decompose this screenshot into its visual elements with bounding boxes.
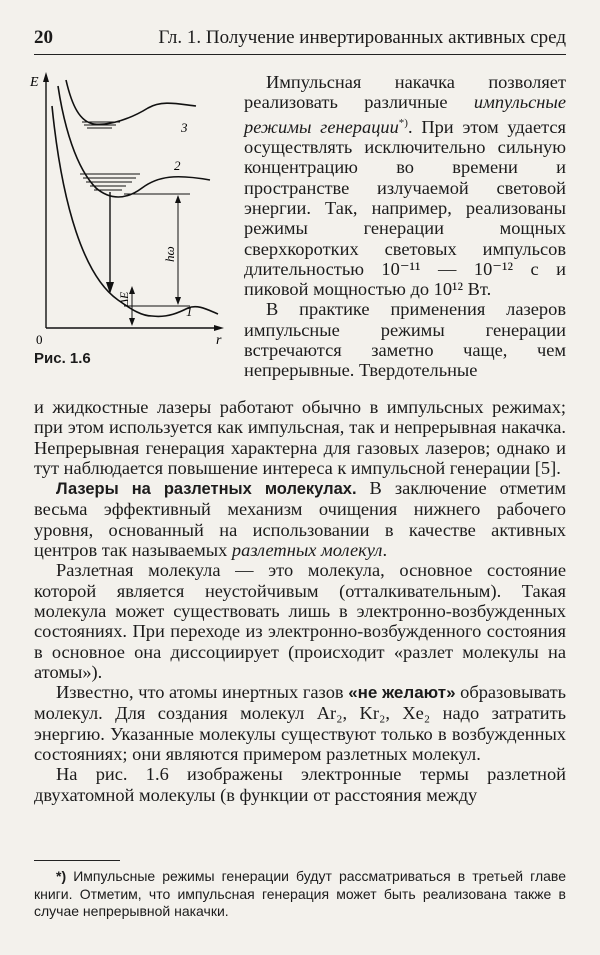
transition-arrowhead xyxy=(106,282,114,294)
p5-text-a: Известно, что атомы инертных газов xyxy=(56,682,349,703)
p1-text-italic: импульсные режимы генерации xyxy=(244,92,566,137)
running-header xyxy=(34,26,566,55)
section-run-in-heading: Лазеры на разлетных молекулах. xyxy=(56,480,357,499)
p3-text-c: . xyxy=(382,540,388,561)
origin-label: 0 xyxy=(36,332,43,347)
curve-3 xyxy=(66,80,196,124)
right-column-text xyxy=(244,72,566,381)
paragraph-dissociative xyxy=(34,478,566,560)
x-axis-arrow xyxy=(214,325,224,331)
curve-2-label: 2 xyxy=(174,158,181,173)
footnote-rule xyxy=(34,860,120,861)
footnote-ref: *) xyxy=(398,116,408,129)
hw-arrow-bottom xyxy=(175,297,181,305)
hw-arrow-top xyxy=(175,195,181,203)
p3-text-a: В заключение отметим весьма эффективный механизм очищения нижнего рабочего уровня, основанный на использовании в качестве активных центров так называемых xyxy=(34,478,566,561)
main-text xyxy=(34,397,566,805)
delta-e-label: ΔE xyxy=(117,291,131,306)
p1-text-a: Импульсная накачка позволяет реализовать различные xyxy=(244,72,566,113)
curve-1-label: 1 xyxy=(186,304,193,319)
paragraph-definition: Разлетная молекула — это молекула, основное состояние которой является неустойчивым (отталкивательным). Такая молекула может существовать лишь в электронно-возбужденных состояниях. При переходе из электронно-возбужденного состояния в основное она диссоциирует (происходит «разлет молекулы на атомы»). xyxy=(34,560,566,682)
axis-y-label: E xyxy=(30,75,39,90)
p5-text-c: образовывать молекул. Для создания молекул Ar₂, Kr₂, Xe₂ надо затратить энергию. Указанные молекулы существуют только в возбужденных состояниях; они являются примером разлетных молекул. xyxy=(34,682,567,765)
potential-curves-diagram xyxy=(28,66,238,356)
axis-x-label: r xyxy=(216,333,222,348)
p3-text-italic: разлетных молекул xyxy=(231,540,383,561)
page-number: 20 xyxy=(34,27,53,48)
curve-2 xyxy=(58,86,210,197)
hw-label: hω xyxy=(162,246,177,262)
delta-e-arrow-bottom xyxy=(129,318,135,326)
paragraph-practice-cont: и жидкостные лазеры работают обычно в импульсных режимах; при этом используется как импульсная, так и непрерывная накачка. Непрерывная генерация характерна для газовых лазеров; однако и тут наблюдается повышение интереса к импульсной генерации [5]. xyxy=(34,397,566,478)
footnote-text: Импульсные режимы генерации будут рассматриваться в третьей главе книги. Отметим, что импульсная генерация может быть реализована также в случае непрерывной накачки. xyxy=(34,868,566,919)
running-title: Гл. 1. Получение инвертированных активных сред xyxy=(158,27,566,48)
p5-text-bold: «не желают» xyxy=(348,683,456,703)
figure-1-6 xyxy=(28,66,238,376)
p1-text-c: . При этом удается осуществлять исключительно сильную концентрацию во времени и пространстве излучаемой световой энергии. Так, например, реализованы режимы генерации мощных сверхкоротких световых импульсов длительностью 10⁻¹¹ — 10⁻¹² с и пиковой мощностью до 10¹² Вт. xyxy=(244,116,566,300)
paragraph-practice: В практике применения лазеров импульсные режимы генерации встречаются заметно чаще, чем непрерывные. Твердотельные xyxy=(244,299,566,381)
figure-caption: Рис. 1.6 xyxy=(34,350,91,367)
curve-2-levels xyxy=(80,174,140,190)
footnote-mark: *) xyxy=(56,868,67,884)
curve-3-label: 3 xyxy=(181,120,188,135)
y-axis-arrow xyxy=(43,72,49,82)
curve-1 xyxy=(52,106,218,316)
paragraph-pulse-pumping xyxy=(244,72,566,299)
footnote xyxy=(34,868,566,921)
paragraph-inert-gases xyxy=(34,682,566,764)
paragraph-figure-ref: На рис. 1.6 изображены электронные термы разлетной двухатомной молекулы (в функции от расстояния между xyxy=(34,764,566,805)
